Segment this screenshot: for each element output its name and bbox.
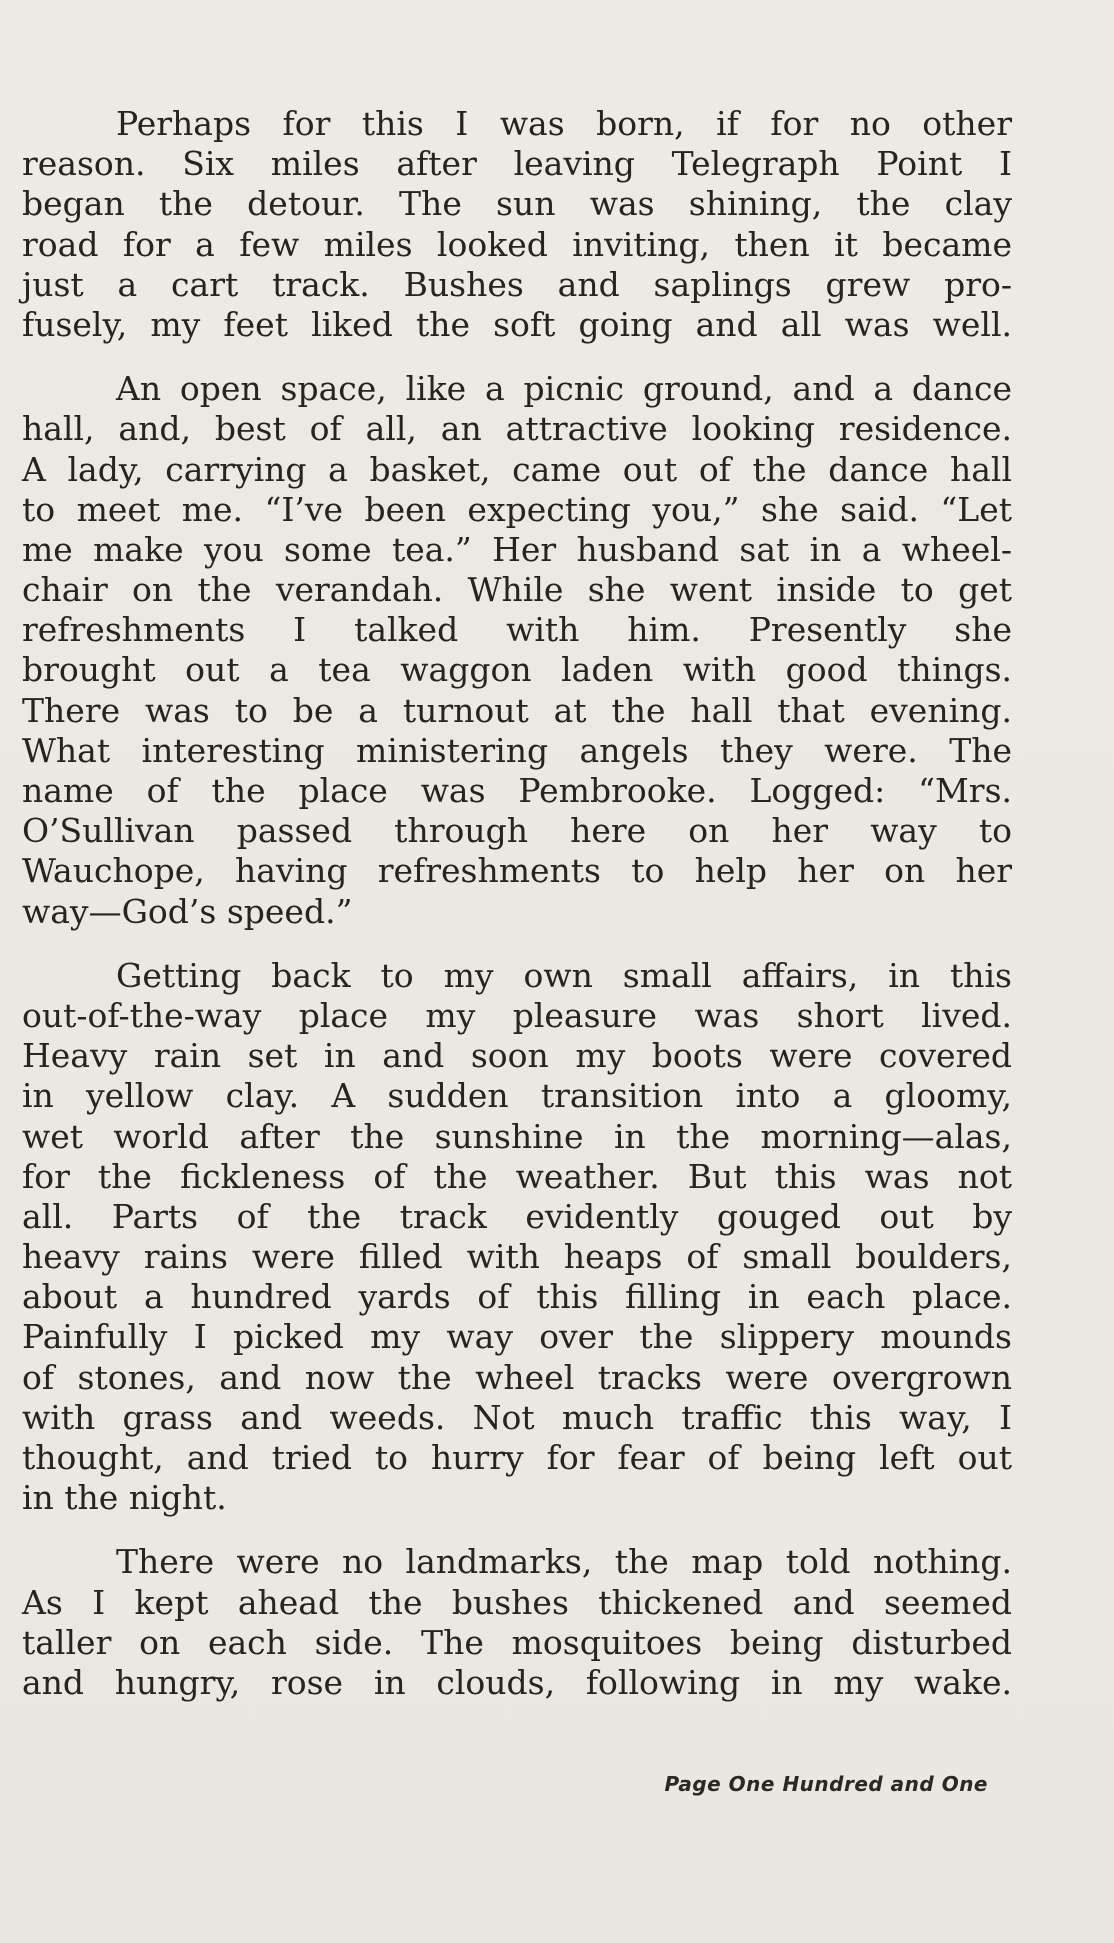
text-line: in the night. <box>22 1478 227 1518</box>
text-line: reason. Six miles after leaving Telegraph Point I <box>22 144 1012 184</box>
text-line: There was to be a turnout at the hall that evening. <box>22 690 1012 730</box>
paragraph-1 <box>22 104 1012 345</box>
text-line: began the detour. The sun was shining, the clay <box>22 184 1012 224</box>
text-line: Heavy rain set in and soon my boots were covered <box>22 1036 1012 1076</box>
text-line: brought out a tea waggon laden with good things. <box>22 650 1012 690</box>
text-line: name of the place was Pembrooke. Logged: “Mrs. <box>22 771 1012 810</box>
text-line: me make you some tea.” Her husband sat in a wheel- <box>22 529 1012 569</box>
paragraph-2 <box>22 369 1012 932</box>
text-line: As I kept ahead the bushes thickened and seemed <box>22 1582 1012 1622</box>
text-line: road for a few miles looked inviting, then it became <box>22 224 1012 264</box>
text-line: just a cart track. Bushes and saplings grew pro- <box>22 264 1012 304</box>
body-text <box>22 104 1012 1727</box>
text-line: hall, and, best of all, an attractive looking residence. <box>22 409 1012 449</box>
text-line: heavy rains were filled with heaps of small boulders, <box>22 1237 1012 1277</box>
text-line: way—God’s speed.” <box>22 891 353 931</box>
paragraph-3 <box>22 956 1012 1519</box>
text-line: thought, and tried to hurry for fear of being left out <box>22 1438 1012 1477</box>
page-number-footer: Page One Hundred and One <box>664 1772 988 1796</box>
text-line: Wauchope, having refreshments to help her on her <box>22 851 1012 891</box>
text-line: refreshments I talked with him. Presently she <box>22 610 1012 650</box>
text-line: An open space, like a picnic ground, and a dance <box>116 369 1012 409</box>
text-line: What interesting ministering angels they were. The <box>22 730 1012 770</box>
text-line: to meet me. “I’ve been expecting you,” she said. “Let <box>22 489 1012 529</box>
text-line: in yellow clay. A sudden transition into a gloomy, <box>22 1076 1012 1116</box>
text-line: out-of-the-way place my pleasure was short lived. <box>22 995 1012 1035</box>
text-line: There were no landmarks, the map told nothing. <box>116 1542 1012 1582</box>
text-line: taller on each side. The mosquitoes being disturbed <box>22 1622 1012 1662</box>
text-line: with grass and weeds. Not much traffic this way, I <box>22 1397 1012 1437</box>
text-line: O’Sullivan passed through here on her way to <box>22 811 1012 851</box>
paragraph-4 <box>22 1542 1012 1703</box>
text-line: about a hundred yards of this filling in each place. <box>22 1277 1012 1317</box>
text-line: fusely, my feet liked the soft going and all was well. <box>22 304 1012 344</box>
text-line: chair on the verandah. While she went inside to get <box>22 570 1012 610</box>
text-line: A lady, carrying a basket, came out of the dance hall <box>22 449 1012 489</box>
text-line: wet world after the sunshine in the morning—alas, <box>22 1116 1012 1156</box>
text-line: Getting back to my own small affairs, in this <box>116 955 1012 995</box>
text-line: and hungry, rose in clouds, following in my wake. <box>22 1662 1012 1702</box>
text-line: Painfully I picked my way over the slippery mounds <box>22 1317 1012 1357</box>
text-line: of stones, and now the wheel tracks were overgrown <box>22 1357 1012 1397</box>
text-line: for the fickleness of the weather. But this was not <box>22 1156 1012 1196</box>
text-line: all. Parts of the track evidently gouged out by <box>22 1196 1012 1236</box>
text-line: Perhaps for this I was born, if for no other <box>116 104 1012 143</box>
